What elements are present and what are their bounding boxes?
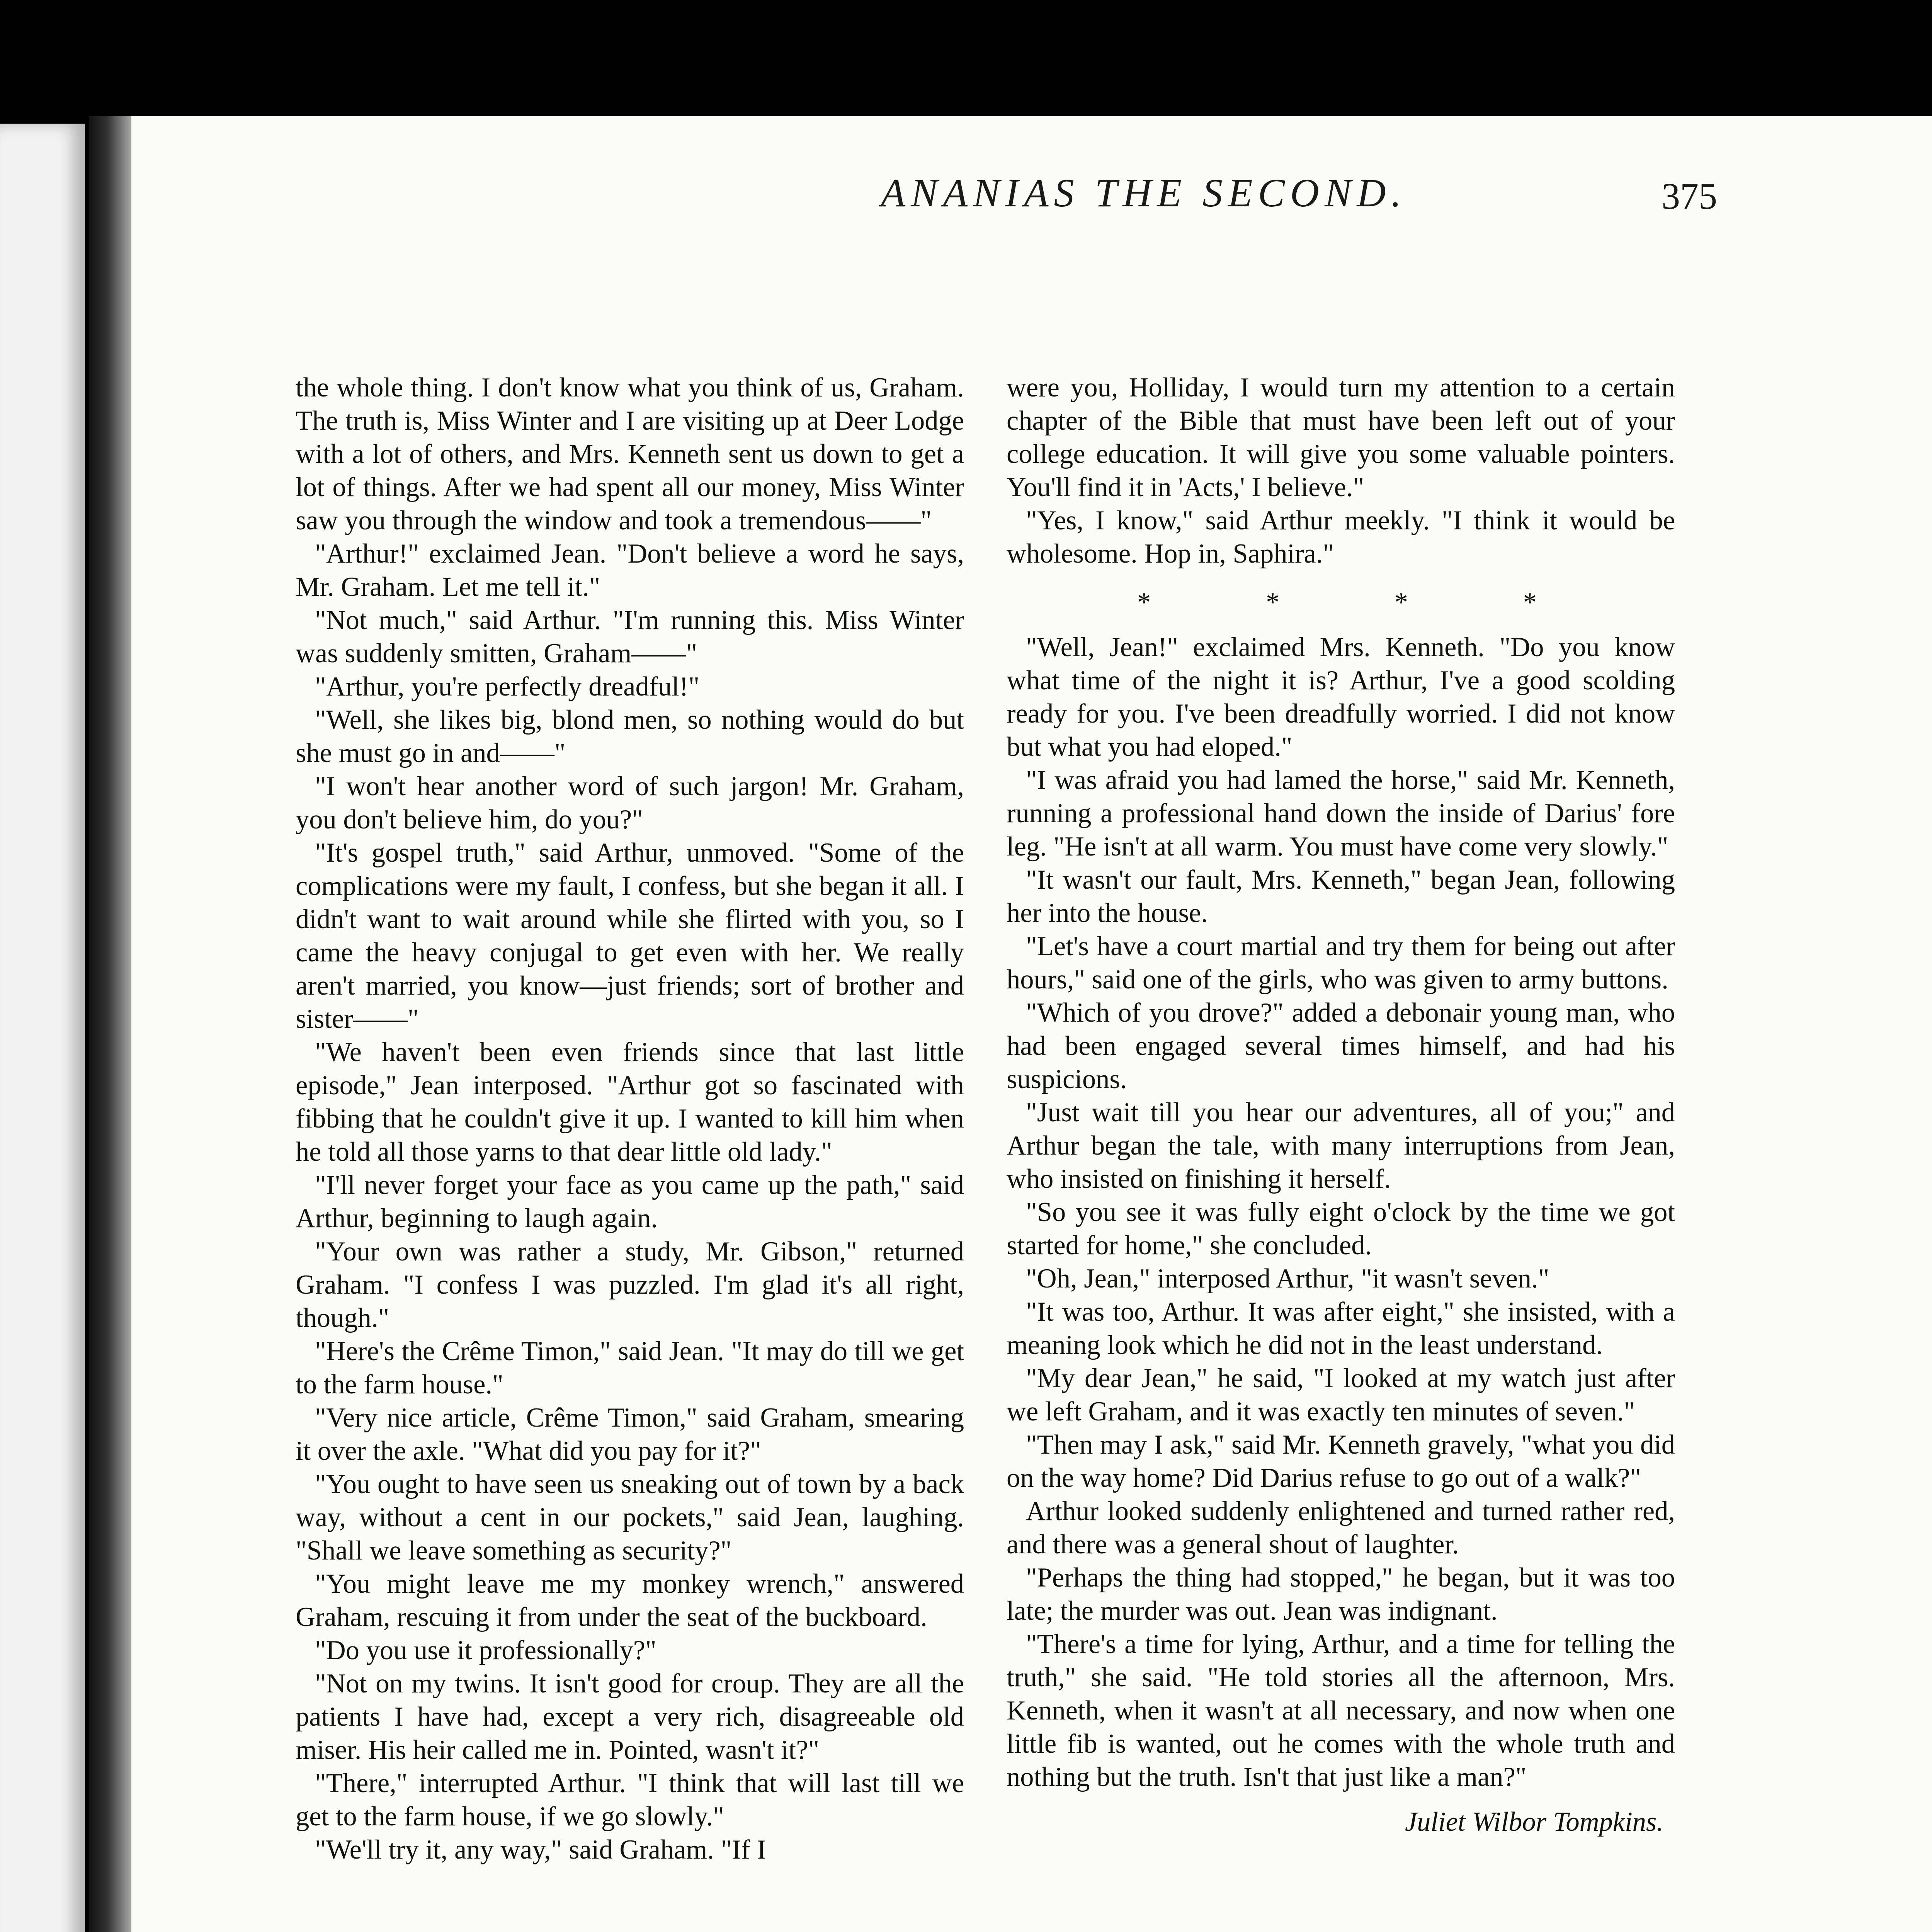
paragraph: "Arthur, you're perfectly dreadful!" <box>315 672 700 702</box>
paragraph: "It wasn't our fault, Mrs. Kenneth," began Jean, following her into the house. <box>1007 865 1675 928</box>
left-text-column <box>296 371 964 1932</box>
right-text-column <box>1007 371 1675 1932</box>
paragraph: the whole thing. I don't know what you think of us, Graham. The truth is, Miss Winter and I are visiting up at Deer Lodge with a lot of others, and Mrs. Kenneth sent us down to get a lot of things. After we had spent all our money, Miss Winter saw you through the window and took a tremendous——" <box>296 372 964 536</box>
paragraph: "It's gospel truth," said Arthur, unmoved. "Some of the complications were my fault, I confess, but she began it all. I didn't want to wait around while she flirted with you, so I came the heavy conjugal to get even with her. We really aren't married, you know—just friends; sort of brother and sister——" <box>296 838 964 1034</box>
facing-page-edge <box>0 124 85 1932</box>
paragraph: "Let's have a court martial and try them for being out after hours," said one of the girls, who was given to army buttons. <box>1007 931 1675 995</box>
section-separator: * * * * <box>1137 587 1591 617</box>
paragraph: "Do you use it professionally?" <box>315 1635 656 1665</box>
paragraph: "It was too, Arthur. It was after eight," she insisted, with a meaning look which he did not in the least understand. <box>1007 1297 1675 1360</box>
paragraph: "Not much," said Arthur. "I'm running this. Miss Winter was suddenly smitten, Graham——" <box>296 605 964 668</box>
paragraph: "Not on my twins. It isn't good for croup. They are all the patients I have had, except a very rich, disagreeable old miser. His heir called me in. Pointed, wasn't it?" <box>296 1668 964 1765</box>
paragraph: "Well, she likes big, blond men, so nothing would do but she must go in and——" <box>296 705 964 768</box>
paragraph: "We'll try it, any way," said Graham. "If I <box>315 1835 766 1865</box>
paragraph: "My dear Jean," he said, "I looked at my watch just after we left Graham, and it was exactly ten minutes of seven." <box>1007 1363 1675 1427</box>
paragraph: "Perhaps the thing had stopped," he began, but it was too late; the murder was out. Jean was indignant. <box>1007 1563 1675 1626</box>
paragraph: "You ought to have seen us sneaking out of town by a back way, without a cent in our pockets," said Jean, laughing. "Shall we leave something as security?" <box>296 1469 964 1566</box>
page-number: 375 <box>1662 175 1717 217</box>
running-head: ANANIAS THE SECOND. <box>881 171 1407 215</box>
paragraph: "Well, Jean!" exclaimed Mrs. Kenneth. "Do you know what time of the night it is? Arthur, I've a good scolding ready for you. I've been dreadfully worried. I did not know but what you had eloped." <box>1007 632 1675 762</box>
paragraph: "Oh, Jean," interposed Arthur, "it wasn't seven." <box>1026 1264 1549 1294</box>
paragraph: "I won't hear another word of such jargon! Mr. Graham, you don't believe him, do you?" <box>296 771 964 835</box>
paragraph: "Arthur!" exclaimed Jean. "Don't believe a word he says, Mr. Graham. Let me tell it." <box>296 539 964 602</box>
paragraph: "I'll never forget your face as you came up the path," said Arthur, beginning to laugh again. <box>296 1170 964 1233</box>
paragraph: "So you see it was fully eight o'clock by the time we got started for home," she concluded. <box>1007 1197 1675 1260</box>
paragraph: "Your own was rather a study, Mr. Gibson," returned Graham. "I confess I was puzzled. I'm glad it's all right, though." <box>296 1236 964 1333</box>
paragraph: Arthur looked suddenly enlightened and turned rather red, and there was a general shout of laughter. <box>1007 1496 1675 1560</box>
paragraph: "Just wait till you hear our adventures, all of you;" and Arthur began the tale, with many interruptions from Jean, who insisted on finishing it herself. <box>1007 1097 1675 1194</box>
paragraph: "I was afraid you had lamed the horse," said Mr. Kenneth, running a professional hand down the inside of Darius' fore leg. "He isn't at all warm. You must have come very slowly." <box>1007 765 1675 862</box>
book-gutter <box>89 116 135 1932</box>
paragraph: "You might leave me my monkey wrench," answered Graham, rescuing it from under the seat of the buckboard. <box>296 1569 964 1632</box>
paragraph: were you, Holliday, I would turn my attention to a certain chapter of the Bible that must have been left out of your college education. It will give you some valuable pointers. You'll find it in 'Acts,' I believe." <box>1007 372 1675 502</box>
paragraph: "There's a time for lying, Arthur, and a time for telling the truth," she said. "He told stories all the afternoon, Mrs. Kenneth, when it wasn't at all necessary, and now when one little fib is wanted, out he comes with the whole truth and nothing but the truth. Isn't that just like a man?" <box>1007 1629 1675 1792</box>
author-signature: Juliet Wilbor Tompkins. <box>1405 1807 1663 1837</box>
paragraph: "Which of you drove?" added a debonair young man, who had been engaged several times himself, and had his suspicions. <box>1007 998 1675 1094</box>
paragraph: "There," interrupted Arthur. "I think that will last till we get to the farm house, if we go slowly." <box>296 1768 964 1832</box>
paragraph: "We haven't been even friends since that last little episode," Jean interposed. "Arthur got so fascinated with fibbing that he couldn't give it up. I wanted to kill him when he told all those yarns to that dear little old lady." <box>296 1037 964 1167</box>
paragraph: "Here's the Crême Timon," said Jean. "It may do till we get to the farm house." <box>296 1336 964 1400</box>
paragraph: "Very nice article, Crême Timon," said Graham, smearing it over the axle. "What did you pay for it?" <box>296 1403 964 1466</box>
paragraph: "Yes, I know," said Arthur meekly. "I think it would be wholesome. Hop in, Saphira." <box>1007 505 1675 569</box>
paragraph: "Then may I ask," said Mr. Kenneth gravely, "what you did on the way home? Did Darius refuse to go out of a walk?" <box>1007 1430 1675 1493</box>
